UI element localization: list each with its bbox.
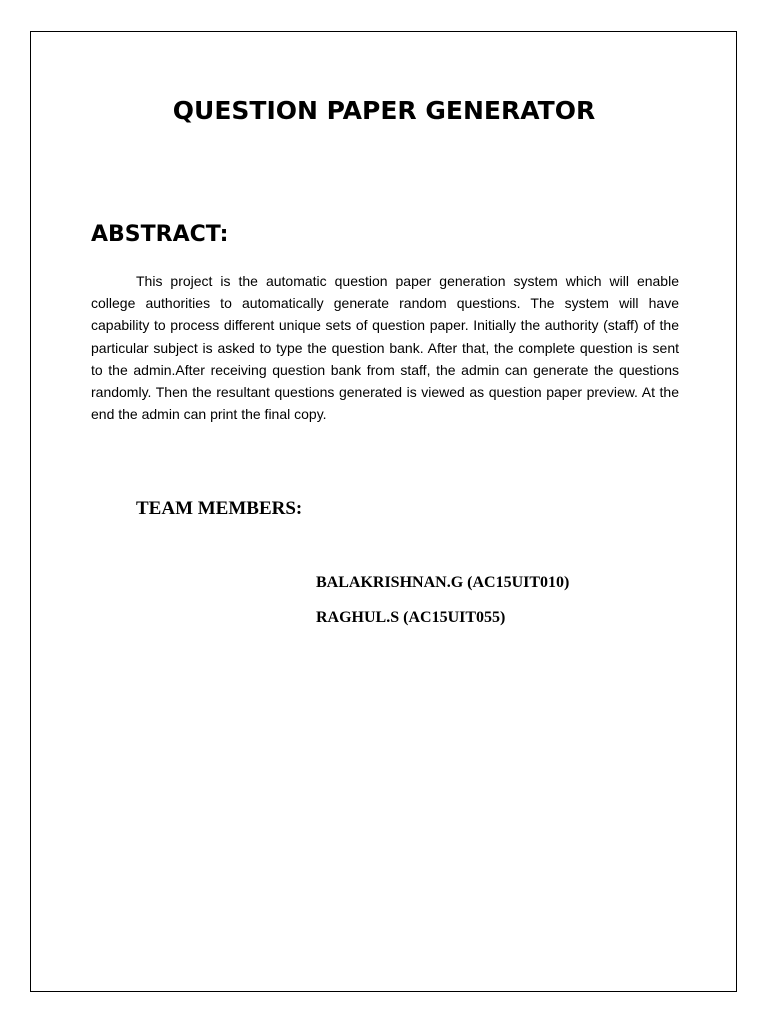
- team-members-heading: TEAM MEMBERS:: [136, 498, 303, 519]
- abstract-paragraph: This project is the automatic question paper generation system which will enable college authorities to automatically generate random questions. The system will have capability to process different unique sets of question paper. Initially the authority (staff) of the particular subject is asked to type the question bank. After that, the complete question is sent to the admin.After receiving question bank from staff, the admin can generate the questions randomly. Then the resultant questions generated is viewed as question paper preview. At the end the admin can print the final copy.: [91, 273, 679, 423]
- document-title: QUESTION PAPER GENERATOR: [172, 96, 596, 125]
- abstract-heading: ABSTRACT:: [91, 222, 229, 247]
- team-member: RAGHUL.S (AC15UIT055): [316, 609, 506, 626]
- team-member: BALAKRISHNAN.G (AC15UIT010): [316, 574, 570, 591]
